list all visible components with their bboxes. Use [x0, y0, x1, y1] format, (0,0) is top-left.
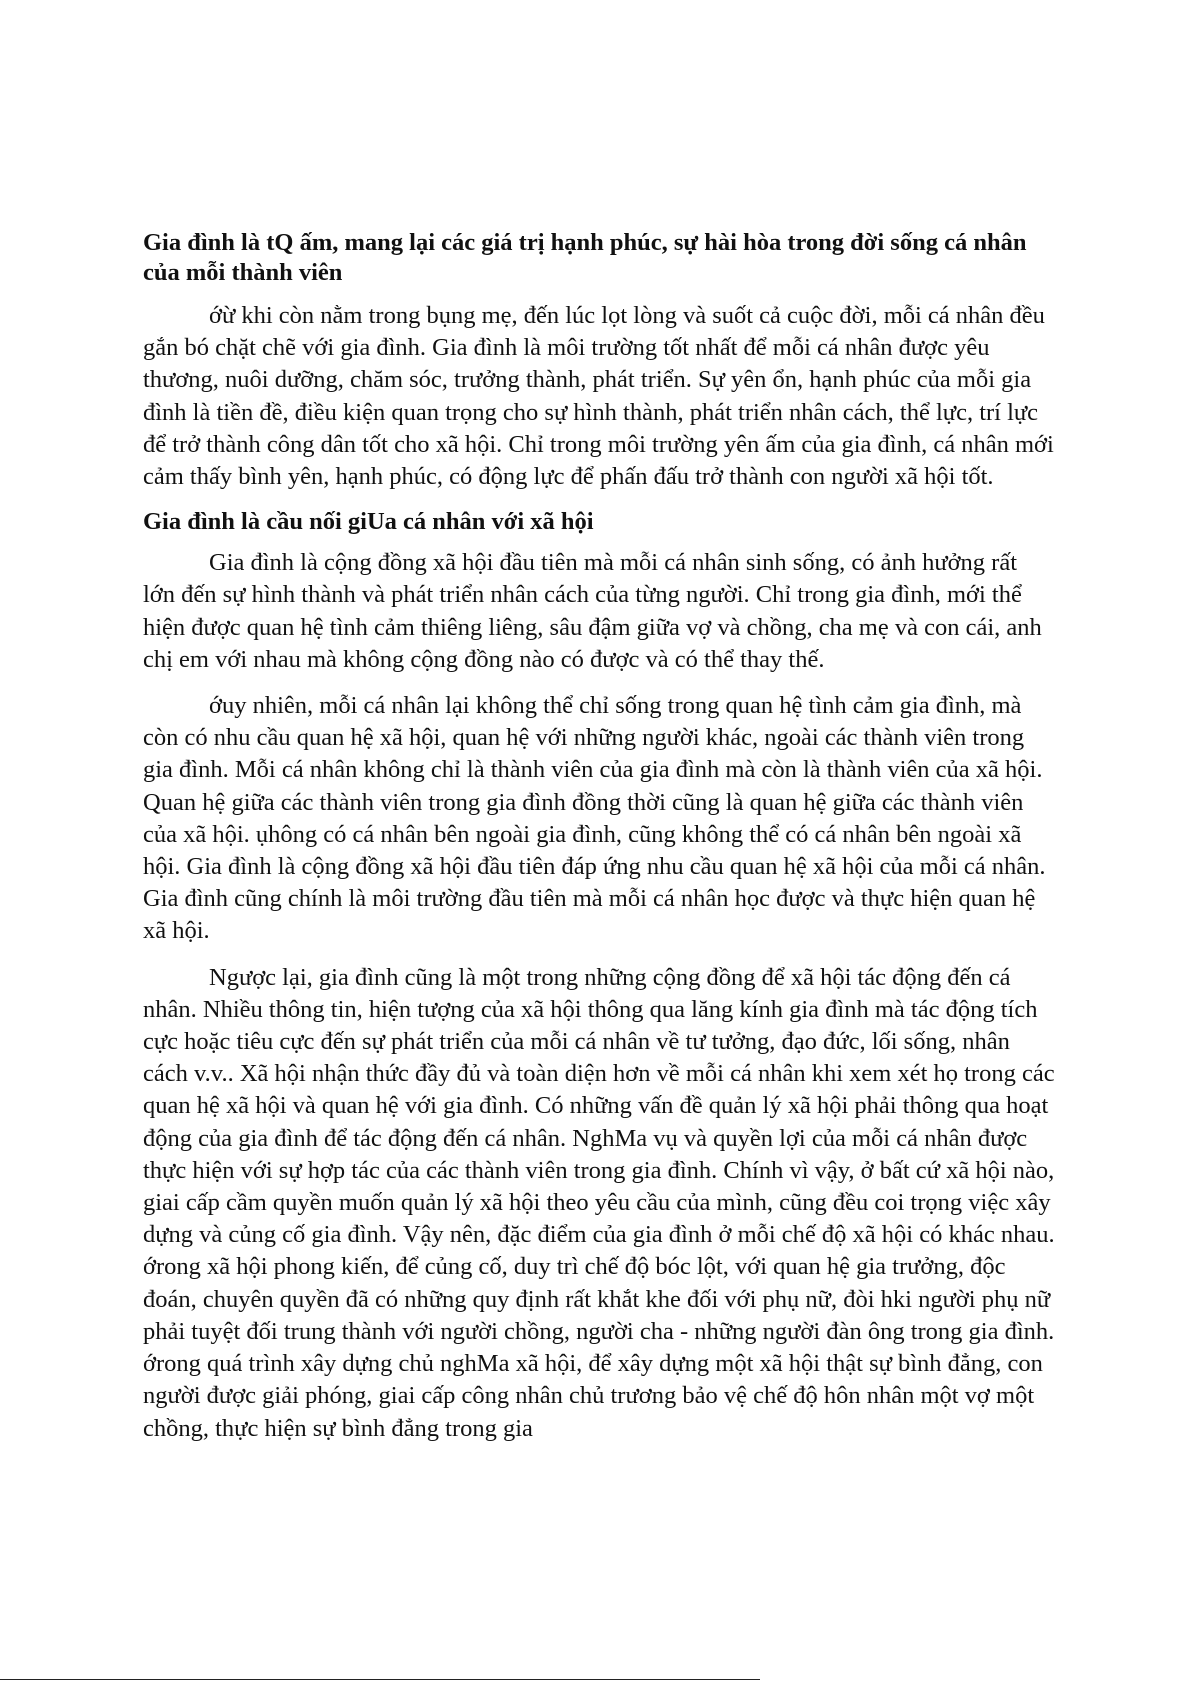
paragraph-2-2: ớuy nhiên, mỗi cá nhân lại không thể chỉ sống trong quan hệ tình cảm gia đình, mà còn có nhu cầu quan hệ xã hội, quan hệ với những người khác, ngoài các thành viên trong gia đình. Mỗi cá nhân không chỉ là thành viên của gia đình mà còn là thành viên của xã hội. Quan hệ giữa các thành viên trong gia đình đồng thời cũng là quan hệ giữa các thành viên của xã hội. ụhông có cá nhân bên ngoài gia đình, cũng không thể có cá nhân bên ngoài xã hội. Gia đình là cộng đồng xã hội đầu tiên đáp ứng nhu cầu quan hệ xã hội của mỗi cá nhân. Gia đình cũng chính là môi trường đầu tiên mà mỗi cá nhân học được và thực hiện quan hệ xã hội.	[143, 692, 1046, 945]
paragraph-2-3: Ngược lại, gia đình cũng là một trong những cộng đồng để xã hội tác động đến cá nhân. Nhiều thông tin, hiện tượng của xã hội thông qua lăng kính gia đình mà tác động tích cực hoặc tiêu cực đến sự phát triển của mỗi cá nhân về tư tưởng, đạo đức, lối sống, nhân cách v.v.. Xã hội nhận thức đầy đủ và toàn diện hơn về mỗi cá nhân khi xem xét họ trong các quan hệ xã hội và quan hệ với gia đình. Có những vấn đề quản lý xã hội phải thông qua hoạt động của gia đình để tác động đến cá nhân. NghMa vụ và quyền lợi của mỗi cá nhân được thực hiện với sự hợp tác của các thành viên trong gia đình. Chính vì vậy, ở bất cứ xã hội nào, giai cấp cầm quyền muốn quản lý xã hội theo yêu cầu của mình, cũng đều coi trọng việc xây dựng và củng cố gia đình. Vậy nên, đặc điểm của gia đình ở mỗi chế độ xã hội có khác nhau. ớrong xã hội phong kiến, để củng cố, duy trì chế độ bóc lột, với quan hệ gia trưởng, độc đoán, chuyên quyền đã có những quy định rất khắt khe đối với phụ nữ, đòi hki người phụ nữ phải tuyệt đối trung thành với người chồng, người cha - những người đàn ông trong gia đình. ớrong quá trình xây dựng chủ nghMa xã hội, để xây dựng một xã hội thật sự bình đẳng, con người được giải phóng, giai cấp công nhân chủ trương bảo vệ chế độ hôn nhân một vợ một chồng, thực hiện sự bình đẳng trong gia	[143, 963, 1055, 1442]
page-bottom-rule	[0, 1679, 760, 1680]
document-page	[143, 228, 1055, 1459]
paragraph-2-1: Gia đình là cộng đồng xã hội đầu tiên mà mỗi cá nhân sinh sống, có ảnh hưởng rất lớn đến sự hình thành và phát triển nhân cách của từng người. Chỉ trong gia đình, mới thể hiện được quan hệ tình cảm thiêng liêng, sâu đậm giữa vợ và chồng, cha mẹ và con cái, anh chị em với nhau mà không cộng đồng nào có được và có thể thay thế.	[143, 549, 1042, 673]
section-heading-2: Gia đình là cầu nối giUa cá nhân với xã hội	[143, 508, 594, 536]
paragraph-1-1: ớừ khi còn nằm trong bụng mẹ, đến lúc lọt lòng và suốt cả cuộc đời, mỗi cá nhân đều gắn bó chặt chẽ với gia đình. Gia đình là môi trường tốt nhất để mỗi cá nhân được yêu thương, nuôi dưỡng, chăm sóc, trưởng thành, phát triển. Sự yên ổn, hạnh phúc của mỗi gia đình là tiền đề, điều kiện quan trọng cho sự hình thành, phát triển nhân cách, thể lực, trí lực để trở thành công dân tốt cho xã hội. Chỉ trong môi trường yên ấm của gia đình, cá nhân mới cảm thấy bình yên, hạnh phúc, có động lực để phấn đấu trở thành con người xã hội tốt.	[143, 302, 1054, 491]
section-heading-1: Gia đình là tQ ấm, mang lại các giá trị hạnh phúc, sự hài hòa trong đời sống cá nhân của mỗi thành viên	[143, 229, 1027, 286]
